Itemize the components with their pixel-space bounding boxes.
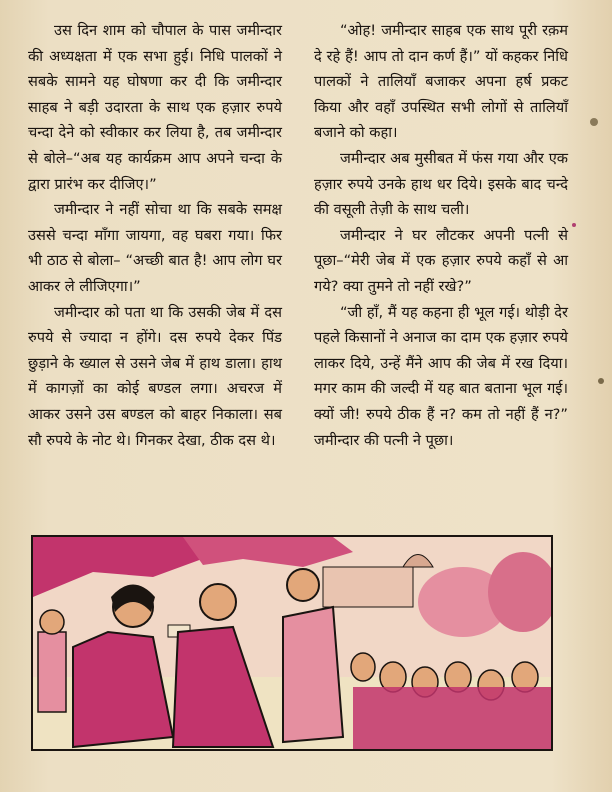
paragraph: जमीन्दार ने घर लौटकर अपनी पत्नी से पूछा–“मेरी जेब में एक हज़ार रुपये कहाँ से आ गये? क्या तुमने तो नहीं रखे?” [314, 226, 568, 295]
crowd-face [351, 653, 375, 681]
left-text-column [28, 18, 282, 453]
village-building [323, 567, 413, 607]
paragraph: जमीन्दार ने नहीं सोचा था कि सबके समक्ष उससे चन्दा माँगा जायगा, वह घबरा गया। फिर भी ठाठ से बोला– “अच्छी बात है! आप लोग घर आकर ले लीजिएगा।” [28, 201, 282, 295]
paragraph: जमीन्दार अब मुसीबत में फंस गया और एक हज़ार रुपये उनके हाथ धर दिये। इसके बाद चन्दे की वसूली तेज़ी के साथ चली। [314, 149, 568, 219]
paragraph: जमीन्दार को पता था कि उसकी जेब में दस रुपये से ज्यादा न होंगे। दस रुपये देकर पिंड छुड़ाने के ख्याल से उसने जेब में हाथ डाला। हाथ में कागज़ों का कोई बण्डल लगा। अचरज में आकर उसने उस बण्डल को बाहर निकाला। सब सौ रुपये के नोट थे। गिनकर देखा, ठीक दस थे। [28, 303, 282, 449]
bystander-head [40, 610, 64, 634]
page-speck [572, 223, 576, 227]
page-speck [590, 118, 598, 126]
illustration-scene [33, 537, 551, 749]
bystander-figure [38, 632, 66, 712]
clapping-man-figure [283, 607, 343, 742]
story-illustration [31, 535, 553, 751]
paragraph: उस दिन शाम को चौपाल के पास जमीन्दार की अध्यक्षता में एक सभा हुई। निधि पालकों ने सबके सामने यह घोषणा कर दी कि जमीन्दार साहब ने बड़ी उदारता के साथ एक हज़ार रुपये चन्दा देने को स्वीकार कर लिया है, तब जमीन्दार से बोले–“अब यह कार्यक्रम आप अपने चन्दा के द्वारा प्रारंभ कर दीजिए।” [28, 22, 282, 193]
paragraph: “जी हाँ, मैं यह कहना ही भूल गई। थोड़ी देर पहले किसानों ने अनाज का दाम एक हज़ार रुपये लाकर दिये, उन्हें मैंने आप की जेब में रख दिया। मगर काम की जल्दी में यह बात बताना भूल गई। क्यों जी! रुपये ठीक हैं न? कम तो नहीं हैं न?” जमीन्दार की पत्नी ने पूछा। [314, 303, 568, 449]
right-text-column [314, 18, 568, 453]
crowd-bodies [353, 687, 551, 749]
elder-head [200, 584, 236, 620]
paragraph: “ओह! जमीन्दार साहब एक साथ पूरी रक़म दे रहे हैं! आप तो दान कर्ण हैं।” यों कहकर निधि पालकों ने तालियाँ बजाकर अपना हर्ष प्रकट किया और वहाँ उपस्थित सभी लोगों से तालियाँ बजाने को कहा। [314, 22, 568, 142]
clapping-man-head [287, 569, 319, 601]
page-speck [598, 378, 604, 384]
